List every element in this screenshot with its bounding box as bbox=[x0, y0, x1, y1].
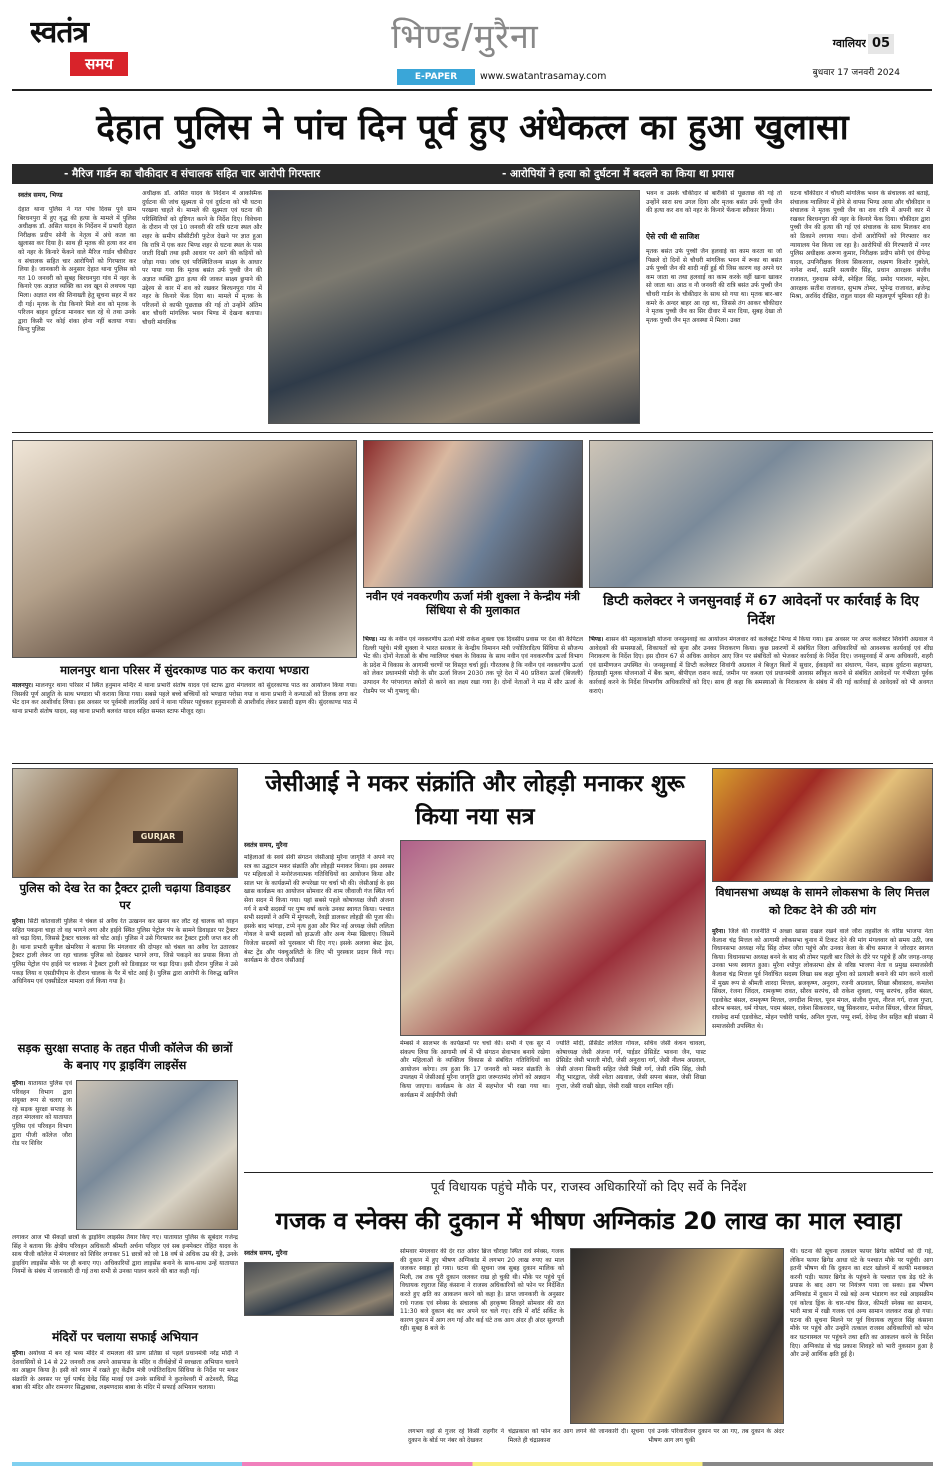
jci-column-2: मेम्बर्स ने सालभर के कार्यक्रमों पर चर्चा की। सभी ने एक सुर में संकल्प लिया कि आगामी वर्ष में भी संगठन सेवाभाव बनाये रखेगा और महिलाओं के व्यक्तित्व विकास से संबंधित गतिविधियों का आयोजन करेगा। तय हुआ कि 17 जनवरी को मकर संक्रांति के उपलक्ष्य में जेसीआई मुरैना जागृति द्वारा जरूरतमंद लोगों को अन्नदान किया जाएगा। कार्यक्रम के अंत में सहभोज भी रखा गया था। कार्यक्रम में आईपीपी जेसी bbox=[400, 1040, 550, 1099]
fire-column-3: चंद्रप्रकाश को फोन कर आग लगने की जानकारी दी। सूचना मिलते ही चंद्रप्रकाश bbox=[508, 1428, 644, 1444]
masthead bbox=[0, 0, 945, 92]
bhandara-headline: मालनपुर थाना परिसर में सुंदरकाण्ड पाठ कर कराया भण्डारा bbox=[60, 663, 309, 677]
ticket-dateline: मुरैना। bbox=[712, 928, 726, 935]
licence-side-body: यातायात पुलिस एवं परिवहन विभाग द्वारा संयुक्त रूप से चलाए जा रहे सड़क सुरक्षा सप्ताह के तहत मंगलवार को यातायात पुलिस एवं परिवहन विभाग द्वारा पीजी कॉलेज जौरा रोड पर शिविर bbox=[12, 1080, 72, 1148]
jansunwai-photo bbox=[589, 440, 933, 588]
lead-subhead-right: - आरोपियों ने हत्या को दुर्घटना में बदलने का किया था प्रयास bbox=[502, 168, 734, 180]
lead-rule bbox=[12, 432, 933, 433]
story-fire bbox=[244, 1176, 933, 1460]
masthead-rule bbox=[12, 89, 932, 91]
fire-photo-main bbox=[570, 1248, 784, 1424]
temple-text bbox=[12, 1350, 238, 1458]
story-tractor bbox=[12, 768, 238, 1036]
licence-photo bbox=[76, 1080, 238, 1230]
story-minister bbox=[363, 440, 583, 760]
jci-photo bbox=[400, 840, 706, 1036]
tractor-headline: पुलिस को देख रेत का ट्रैक्टर ट्राली चढ़ाया डिवाइडर पर bbox=[19, 881, 231, 912]
fire-column-5: थी। घटना की सूचना तत्काल फायर ब्रिगेड कर्मियों को दी गई, लेकिन फायर ब्रिगेड आधा घंटे के पश्चात मौके पर पहुंची। आग इतनी भीषण थी कि दुकान का शटर खोलने में काफी मशक्कत करनी पड़ी। फायर ब्रिगेड के पहुंचने के पश्चात एक डेढ़ घंटे के प्रयास के बाद आग पर नियंत्रण पाया जा सका। इस भीषण अग्निकांड में दुकान में रखे बड़े अन्य भंडारण कर रखे आइसक्रीम एवं कोल्ड ड्रिंक के चार-पांच फ्रिज, कीमती स्नेक्स का सामान, भारी मात्रा में रखी गजक एवं अन्य सामान जलकर राख हो गया। घटना की सूचना मिलने पर पूर्व विधायक रघुराज सिंह कंसाना मौके पर पहुंचे और उन्होंने तत्काल राजस्व अधिकारियों को फोन कर घटनास्थल पर पहुंचने तथा क्षति का आकलन करने के निर्देश दिए। अग्निकांड से चंद्र प्रकाश शिवहरे को भारी नुकसान हुआ है और उन्हें आर्थिक क्षति हुई है। bbox=[790, 1248, 933, 1359]
tractor-photo bbox=[12, 768, 238, 878]
jci-headline: जेसीआई ने मकर संक्रांति और लोहड़ी मनाकर शुरू किया नया सत्र bbox=[265, 771, 685, 830]
row2-rule bbox=[12, 763, 933, 764]
jansunwai-headline: डिप्टी कलेक्टर ने जनसुनवाई में 67 आवेदनों पर कार्रवाई के दिए निर्देश bbox=[603, 593, 919, 628]
minister-text bbox=[363, 636, 583, 758]
story-temple bbox=[12, 1328, 238, 1458]
story-licence bbox=[12, 1040, 238, 1324]
jci-column-3: ज्योति मोदी, प्रेसिडेंट ललिता गोयल, सचिव जेसी कंचन चावला, कोषाध्यक्ष जेसी अंजना गर्ग, पाईडर प्रेसिडेंट भावना जैन, पास्ट प्रेसिडेंट जेसी भारती मोदी, जेसी अनुराधा गर्ग, जेसी नीलम अग्रवाल, जेसी अंजना सिकरी सहित जेसी मिन्नी गर्ग, जेसी रश्मि सिंह, जेसी नीतू भारद्वाज, जेसी श्वेता अग्रवाल, जेसी सपना बंसल, जेसी शिखा गुप्ता, जेसी राखी खेड़ा, जेसी राखी यादव शामिल रहीं। bbox=[556, 1040, 706, 1090]
jansunwai-text bbox=[589, 636, 933, 758]
tractor-body: सिटी कोतवाली पुलिस ने चंबल से अवैध रेत उत्खनन कर खनन कर लौट रहे चालक को वाहन सहित पकड़ना चाहा तो वह भागने लगा और हाईवे स्थित पुलिस पेट्रोल पंप के सामने डिवाइडर पर ट्रैक्टर को चढ़ा दिया, जिससे ट्रैक्टर चालक को चोट आई। पुलिस ने उसे गिरफ्तार कर ट्रैक्टर ट्राली जप्त कर ली है। थाना प्रभारी सुनील खेमरिया ने बताया कि मंगलवार की दोपहर को चंबल का अवैध रेत उतारकर ट्रैक्टर ट्राली लेकर जा रहा चालक पुलिस को देखकर भागने लगा, जिसे पकड़ने का प्रयास किया तो पुलिस पेट्रोल पंप हाईवे पर चालक ने ट्रैक्टर ट्राली को डिवाइडर पर चढ़ा दिया। इसी दौरान पुलिस ने उसे पकड़ लिया व एसडीपीएम के दौरान चालक के पैर में चोट आई है। पुलिस द्वारा आरोपी के विरुद्ध खनिज अधिनियम एवं एक्सीडेंटल मामला दर्ज किया गया है। bbox=[12, 918, 238, 986]
licence-side-text bbox=[12, 1080, 72, 1230]
ticket-body: जिले की राजनीति में अच्छा खासा दखल रखने वाले जौरा तहसील के वरिष्ठ भाजपा नेता कैलाश चंद्र मित्तल को आगामी लोकसभा चुनाव में टिकट देने की मांग मंगलवार को समय उठी, जब विधानसभा अध्यक्ष नरेंद्र सिंह तोमर जौरा पहुंचे और उनका केला के बीच समाज ने जोरदार स्वागत किया। विधानसभा अध्यक्ष बनने के बाद श्री तोमर पहली बार जिले के दौरे पर पहुंचे हैं और जगह-जगह उनका भव्य स्वागत हुआ। मुरैना श्योपुर लोकसभा क्षेत्र से वरिष्ठ भाजपा नेता व प्रमुख समाजसेवी कैलाश चंद्र मित्तल पूर्व निर्वाचित सदस्य लिखा सब कहा मुरैना को प्रत्याशी बनाने की मांग करने वालों में मुख्य रूप से श्रीमती शारदा मित्तल, ब्रजकृष्ण, अनुराग, रजनी अग्रवाल, शिखा श्रीवास्तव, कमलेश सिंघल, रंजना जिंदल, रामकृष्ण रावत, सौरव सरपंच, सौ राकेश शुक्ला, पप्पू सरपंच, हरीश बंसल, एडवोकेट बंसल, रामकृष्ण मित्तल, जगदीश मित्तल, पूरन मंगल, संजीव गुप्ता, नीरज गर्ग, राजा गुप्ता, सौरभ बन्सल, धर्म गोयल, पदम बंसल, राकेश सिकरवार, धन्नू सिकरवार, मनोज सिंघल, धीरज सिंघल, राघवेन्द्र शर्मा एडवोकेट, मोहन पचौरी पार्षद, अनिल गुप्ता, पप्पू शर्मा, देवेन्द्र जैन सहित बड़ी संख्या में समाजसेवी उपस्थित थे। bbox=[712, 928, 933, 1030]
story-bhandara bbox=[12, 440, 357, 760]
fire-byline: स्वतंत्र समय, मुरैना bbox=[244, 1249, 288, 1257]
lead-byline: स्वतंत्र समय, भिण्ड bbox=[18, 191, 63, 199]
licence-headline: सड़क सुरक्षा सप्ताह के तहत पीजी कॉलेज की छात्रों के बनाए गए ड्राइविंग लाइसेंस bbox=[17, 1041, 233, 1072]
temple-headline: मंदिरों पर चलाया सफाई अभियान bbox=[52, 1330, 198, 1344]
fire-headline: गजक व स्नेक्स की दुकान में भीषण अग्निकांड 20 लाख का माल स्वाहा bbox=[275, 1207, 902, 1235]
page-number: 05 bbox=[868, 34, 894, 54]
registration-strip bbox=[12, 1462, 933, 1466]
licence-dateline: मुरैना। bbox=[12, 1080, 26, 1087]
minister-dateline: भिण्ड। bbox=[363, 636, 378, 643]
minister-body: मप्र के नवीन एवं नवकरणीय ऊर्जा मंत्री राकेश शुक्ला एक दिवसीय प्रवास पर देश की कैपिटल दिल्ली पहुंचे। मंत्री शुक्ला ने भारत सरकार के केन्द्रीय विमानन मंत्री ज्योतिरादित्य सिंधिया से सौजन्य भेंट की। दोनों नेताओं के बीच ग्वालियर चंबल के विकास के साथ नवीन एवं नवकरणीय ऊर्जा विभाग के प्रदेश में विकास के आगामी चरणों पर विस्तृत चर्चा हुई। गौरतलब है कि नवीन एवं नवकरणीय ऊर्जा को लेकर प्रधानमंत्री मोदी के सौर ऊर्जा विजन 2030 तक पूरे देश में 40 प्रतिशत ऊर्जा (बिजली) उत्पादन गैर परंपरागत स्त्रोतों से करने का लक्ष्य रखा गया है। दोनों नेताओं ने मप्र में सौर ऊर्जा के रोडमैप पर भी गुफ्तगू की। bbox=[363, 636, 583, 695]
tractor-truck-label: GURJAR bbox=[133, 831, 183, 843]
edition-title: भिण्ड/मुरैना bbox=[391, 17, 539, 57]
lead-subhead-bar bbox=[12, 164, 933, 184]
epaper-badge: E-PAPER bbox=[397, 69, 475, 85]
jci-column-1: महिलाओं के स्वयं सेवी संगठन जेसीआई मुरैना जागृति ने अपने नए सत्र का उद्घाटन मकर संक्रांति और लोहड़ी मनाकर किया। इस अवसर पर महिलाओं ने मनोरंजनात्मक गतिविधियों का आयोजन किया और साल भर के कार्यक्रमों की रूपरेखा पर चर्चा भी की। जेसीआई के इस खास कार्यक्रम का आयोजन सोमवार की शाम जीवाजी गंज स्थित गर्ग सेवा सदन में किया गया। यहां सबसे पहले कोषाध्यक्ष जेसी अंजना गर्ग ने सभी सदस्यों पर पुष्प वर्षा करके उनका स्वागत किया। पश्चात सभी सदस्यों ने अग्नि में मूंगफली, रेवड़ी डालकर लोहड़ी की पूजा की। इसके बाद भांगड़ा, टप्पे नृत्य हुआ और फिर नई अध्यक्ष जेसी ललिता गोयल ने सभी सदस्यों को हाऊजी और अन्य गेम्स खिलाए। जिसमें विजेता सदस्यों को पुरस्कार भी दिए गए। इसके अलावा बेस्ट ड्रेस, बेस्ट ट्रेंड और पंक्चुअलिटी के लिए भी पुरस्कार प्रदान किये गए। कार्यक्रम के दौरान जेसीआई bbox=[244, 854, 394, 965]
story-ticket bbox=[712, 768, 933, 1168]
lead-column-3b: मृतक बसंत उर्फ पुच्ची जैन हलवाई का काम करता था जो पिछले दो दिनों से चौधरी मांगलिक भवन में रूका था बसंत उर्फ पुच्ची जैन की शादी नहीं हुई थी जिस कारण वह अपने घर कम जाता था तथा हलवाई का काम करके वहीं खाना खाकर सो जाता था। आठ व नौ जनवरी की रात्रि बसंत उर्फ पुच्ची जैन चौधरी गार्डन के चौकीदार के साथ सो गया था। मृतक बार-बार कमरे के अन्दर बाहर आ रहा था, जिससे तंग आकर चौकीदार ने मृतक पुच्ची जैन का सिर दीवार में मार दिया, सुबह देखा तो मृतक पुच्ची जैन मृत अवस्था में मिला। उक्त bbox=[646, 248, 782, 324]
tractor-text bbox=[12, 918, 238, 1036]
logo bbox=[30, 16, 152, 78]
temple-dateline: मुरैना। bbox=[12, 1350, 26, 1357]
jansunwai-dateline: भिण्ड। bbox=[589, 636, 604, 643]
bhandara-text bbox=[12, 682, 357, 758]
lead-headline: देहात पुलिस ने पांच दिन पूर्व हुए अंधेकत्ल का हुआ खुलासा bbox=[96, 108, 849, 148]
jansunwai-body: शासन की महत्वाकांक्षी योजना जनसुनवाई का आयोजन मंगलवार को कलेक्ट्रेट भिण्ड में किया गया। इस अवसर पर अपर कलेक्टर शिवांगी अग्रवाल ने आवेदकों की समस्याओं, शिकायतों को सुना और उनका निराकरण किया। कुछ प्रकरणों में संबंधित जिला अधिकारियों को आवश्यक कार्यवाई एवं शीघ्र निराकरण के निर्देश दिए। इस दौरान 67 से अधिक आवेदन आए जिन पर संबंधितों को भेजकर कार्रवाई के निर्देश दिए। जनसुनवाई में अन्य अधिकारी, शहरी एवं ग्रामीणजन उपस्थित थे। जनसुनवाई में डिप्टी कलेक्टर शिवांगी अग्रवाल ने बिजुत बिलों में सुधार, ईकाइयों का संधारण, पेंशन, सड़क दुर्घटना सहायता, हितग्राही मूलक योजनाओं में बैंक ऋण, बीपीएल राशन कार्ड, जमीन पर कब्जा एवं प्रधानमंत्री आवास स्वीकृत कराने से संबंधित आवेदनों पर गंभीरता पूर्वक कार्रवाई करने के निर्देश विभागीय अधिकारियों को दिए। साथ ही कहा कि समस्याओं के निराकरण के संबंध में की गई कार्रवाई से आवेदकों को भी अवगत कराएं। bbox=[589, 636, 933, 695]
fire-column-1: सोमवार मंगलवार की देर रात ओवर ब्रिज चौराहा स्थित राधे स्नेक्स, गजक की दुकान में हुए भीषण अग्निकांड में लगभग 20 लाख रुपए का माल जलकर स्वाहा हो गया। घटना की सूचना जब सुबह दुकान मालिक को मिली, तब तक पूरी दुकान जलकर राख हो चुकी थी। मौके पर पहुंचे पूर्व विधायक रघुराज सिंह कंसाना ने राजस्व अधिकारियों को फोन पर निर्देशित करते हुए क्षति का आकलन करने को कहा है। प्राप्त जानकारी के अनुसार राधे गजक एवं स्नेक्स के संचालक श्री हरकृष्ण शिवहरे सोमवार की रात 11:30 बजे दुकान बंद कर अपने घर चले गए। रात्रि में शॉर्ट सर्किट के कारण दुकान में आग लग गई और कई घंटे तक आग अंदर ही अंदर सुलगती रही। सुबह 8 बजे के bbox=[400, 1248, 564, 1333]
lead-column-3-heading: ऐसे रची थी साजिश bbox=[646, 232, 700, 241]
website-link[interactable]: www.swatantrasamay.com bbox=[480, 71, 607, 82]
fire-column-4: एवं उनके परिवारीजन दुकान पर आ गए, तब दुकान के अंदर भीषण आग लग चुकी bbox=[648, 1428, 784, 1444]
lead-story bbox=[12, 94, 933, 434]
issue-date: बुधवार 17 जनवरी 2024 bbox=[812, 68, 900, 78]
lead-column-2: अधीक्षक डॉ. असित यादव के निर्देशन में आकस्मिक दुर्घटना की जांच सूक्ष्मता से एवं दुर्घटना को भी घटना परखना चाहते थे। मामले की सूक्ष्मता एवं घटना की परिस्थितियों को दृष्टिगत करने के निर्देश दिए। विवेचना के दौरान नौ एवं 10 जनवरी की रात्रि घटना स्थल और शहर के समीप सीसीटीवी फुटेज देखने पर ज्ञात हुआ कि रात्रि में एक कार भिण्ड शहर से घटना स्थल के पास जाती दिखी तथा इसी आधार पर आगे की कड़ियों को जोड़ा गया। जांच एवं परिस्थितिजन्य साक्ष्य के आधार पर पाया गया कि मृतक बसंत उर्फ पुच्ची जैन की अज्ञात व्यक्ति द्वारा हत्या की जाकर साक्ष्य छुपाने की उद्देश्य से कार में शव को रखकर बिरधनपुरा गांव में नहर के किनारे फेंक दिया था। मामले में मृतक के परिजनों से काफी पूछताछ की गई तो उन्होंने अंतिम बार चौधरी मांगलिक भवन भिण्ड में देखना बताया। चौधरी मांगलिक bbox=[142, 190, 262, 326]
ticket-photo bbox=[712, 768, 933, 882]
jci-byline: स्वतंत्र समय, मुरैना bbox=[244, 841, 288, 849]
logo-top: स्वतंत्र bbox=[30, 16, 89, 50]
lead-subhead-left: - मैरिज गार्डन का चौकीदार व संचालक सहित चार आरोपी गिरफ्तार bbox=[64, 168, 321, 180]
licence-text: लगाकर आज भी सैकड़ों छात्रों के ड्राइविंग लाइसेंस तैयार किए गए। यातायात पुलिस के सूबेदार गजेन्द्र सिंह ने बताया कि क्षेत्रीय परिवहन अधिकारी श्रीमती अर्चना परिहार एवं सब इन्स्पेक्टर रोहित यादव के साथ पीजी कॉलेज में मंगलवार को शिविर लगाकर 51 छात्रों को जो 18 वर्ष से अधिक उम्र की है, उनके ड्राइविंग लाइसेंस मौके पर ही बनाए गए। अधिकारियों द्वारा लाइसेंस बनाने के साथ-साथ उन्हें यातायात नियमों के संबंध में जानकारी दी गई तथा सभी से उनका पालन करने की बात कही गई। bbox=[12, 1234, 238, 1276]
edition-city: ग्वालियर bbox=[832, 37, 866, 50]
lead-photo-accused bbox=[268, 190, 640, 424]
ticket-text bbox=[712, 928, 933, 1156]
bhandara-dateline: मालनपुर। bbox=[12, 682, 33, 689]
ticket-headline: विधानसभा अध्यक्ष के सामने लोकसभा के लिए मित्तल को टिकट देने की उठी मांग bbox=[715, 886, 930, 917]
bhandara-body: मालनपुर थाना परिसर में स्थित हनुमान मन्दिर में थाना प्रभारी संतोष यादव एवं स्टाफ द्वारा मंगलवार को सुंदरकाण्ड पाठ का आयोजन किया गया। जिसकी पूर्ण आहुति के साथ भण्डारा भी कराया किया गया। सबसे पहले बच्चे बच्चियों को भण्डारा परोसा गया व थाना प्रभारी ने कन्याओं को तिलक लगा कर भेंट दान कर आशीर्वाद लिया। इस अवसर पर पूर्वमंत्री लालसिंह आर्य ने थाना परिसर पहुंचकर हनुमानजी से आशीर्वाद लेकर प्रसादी ग्रहण की। सुंदरकाण्ड पाठ में थाना प्रभारी संतोष यादव, सह थाना प्रभारी बलवंत यादव सहित समस्त स्टाफ मौजूद रहा। bbox=[12, 682, 357, 715]
minister-headline: नवीन एवं नवकरणीय ऊर्जा मंत्री शुक्ला ने केन्द्रीय मंत्री सिंधिया से की मुलाकात bbox=[366, 590, 580, 617]
row3-rule bbox=[244, 1172, 933, 1173]
lead-column-4: घटना चौकीदार ने चौधरी मांगलिक भवन के संचालक को बताई, संचालक ग्वालियर में होने से वापस भिण्ड आया और चौकीदार व संचालक ने मृतक पुच्ची जैन का शव रात्रि में अपनी कार में रखकर बिरधनपुरा की नहर के किनारे फेंक दिया। चौकीदार द्वारा पुच्ची जैन की हत्या की गई एवं संचालक के साथ मिलकर शव को ठिकाने लगाया गया। दोनों आरोपियों को गिरफ्तार कर न्यायालय पेश किया जा रहा है। आरोपियों की गिरफ्तारी में नगर पुलिस अधीक्षक अरूण कुमार, निरीक्षक प्रदीप सोनी एवं दीपेन्द्र यादव, उपनिरीक्षक विजय सिकरवार, लक्ष्मण किशोर गुबरेले, नागेश शर्मा, सउनि सत्यवीर सिंह, प्रधान आरक्षक संजीव राजावत, गुरुदास सोनी, स्नेहिल सिंह, प्रमोद पाराशर, महेश, आरक्षक सतीश राजावत, सुभाष तोमर, भूपेन्द्र राजावत, ब्रजेन्द्र मिश्रा, अरविंद दीक्षित, राहुल यादव की महत्वपूर्ण भूमिका रही है। bbox=[790, 190, 930, 301]
lead-column-3: भवन व उसके चौकीदार से बारीकी से पूछताछ की गई तो उन्होंने सारा सच उगल दिया और मृतक बसंत उर्फ पुच्ची जैन की हत्या कर शव को नहर के किनारे फेंकना स्वीकार किया। bbox=[646, 190, 782, 215]
fire-kicker: पूर्व विधायक पहुंचे मौके पर, राजस्व अधिकारियों को दिए सर्वे के निर्देश bbox=[430, 1179, 747, 1194]
minister-photo bbox=[363, 440, 583, 588]
lead-column-1: देहात थाना पुलिस ने गत पांच दिवस पूर्व ग्राम बिरधनपुरा में हुए वृद्ध की हत्या के मामले में पुलिस अधीक्षक डॉ. असित यादव के निर्देशन में प्रभारी देहात निरीक्षक प्रदीप सोनी के नेतृत्व में अंधे कत्ल का खुलासा कर दिया है। साथ ही मृतक की हत्या कर शव को नहर के किनारे फेंकने वाले मैरिज गार्डन चौकीदार व संचालक सहित चार आरोपियों को गिरफ्तार कर लिया है। जानकारी के अनुसार देहात थाना पुलिस को गत 10 जनवरी को सुबह बिरधनपुरा गांव में नहर के किनारे एक अज्ञात व्यक्ति का शव खून से लथपथ पड़ा मिला। अज्ञात शव की शिनाख्ती हेतु सूचना सहर में कर दी गई। मृतक के रोड किनारे मिले शव को मृतक के परिजन बाहन दुर्घटना मानकर चल रहे थे तथा उनके द्वारा किसी पर कोई शंका होना नहीं बताया गया। किन्तु पुलिस bbox=[18, 206, 136, 334]
story-jansunwai bbox=[589, 440, 933, 760]
bhandara-photo bbox=[12, 440, 357, 658]
logo-bottom: समय bbox=[70, 52, 128, 76]
fire-column-2: लगभग वहां से गुजर रहे किसी राहगीर ने दुकान के बोर्ड पर नंबर को देखकर bbox=[408, 1428, 504, 1444]
tractor-dateline: मुरैना। bbox=[12, 918, 26, 925]
temple-body: अयोध्या में बन रहे भव्य मंदिर में रामलला की प्राण प्रतिष्ठा से पहले प्रधानमंत्री नरेंद्र मोदी ने देशवासियों से 14 से 22 जनवरी तक अपने आसपास के मंदिर व तीर्थक्षेत्रों में स्वच्छता अभियान चलाने का आह्वान किया है। इसी को ध्यान में रखते हुए केंद्रीय मंत्री ज्योतिरादित्य सिंधिया के निर्देश पर मकर संक्रांति के अवसर पर पूर्व पार्षद देवेंद्र सिंह मावई एवं उनके साथियों ने कुतवेश्वरी में अटेश्वरी, सिद्ध बाबा की मंदिर और रामनगर सिद्धबाबा, लक्ष्मणदास बाबा के मंदिर में सफाई अभियान चलाया। bbox=[12, 1350, 238, 1392]
story-jci bbox=[244, 768, 706, 1168]
fire-photo-left bbox=[244, 1262, 394, 1316]
